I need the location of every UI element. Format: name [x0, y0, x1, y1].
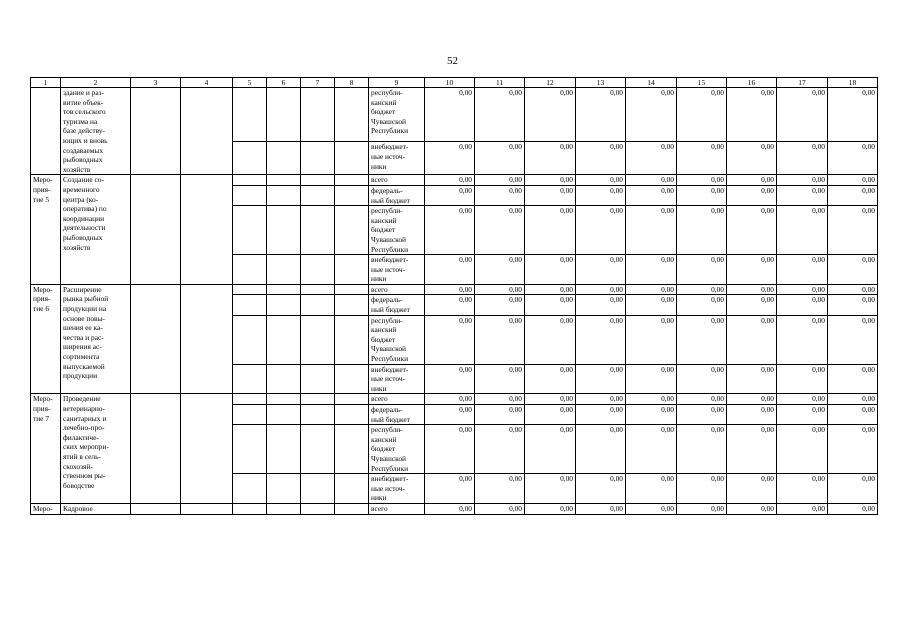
year-value: 0,00 — [525, 394, 576, 405]
extra-cell — [335, 394, 369, 405]
year-value: 0,00 — [475, 88, 525, 142]
vr-cell — [301, 474, 335, 504]
year-value: 0,00 — [677, 474, 727, 504]
cs-cell — [267, 364, 301, 394]
column-number: 9 — [369, 78, 425, 88]
year-value: 0,00 — [475, 142, 525, 175]
year-value: 0,00 — [475, 315, 525, 364]
vr-cell — [301, 394, 335, 405]
year-value: 0,00 — [525, 284, 576, 295]
year-value: 0,00 — [525, 364, 576, 394]
measure-description: Создание со- временного центра (ко- оператива) по координации деятельности рыбоводных хозяйств — [61, 175, 131, 285]
year-value: 0,00 — [525, 175, 576, 186]
column-number: 3 — [131, 78, 181, 88]
year-value: 0,00 — [475, 364, 525, 394]
gr-bs-cell — [181, 394, 233, 504]
measure-code: Меро- прия- тие 7 — [31, 394, 61, 504]
year-value: 0,00 — [677, 295, 727, 315]
column-number: 6 — [267, 78, 301, 88]
year-value: 0,00 — [576, 142, 626, 175]
year-value: 0,00 — [777, 284, 828, 295]
year-value: 0,00 — [677, 142, 727, 175]
year-value: 0,00 — [525, 405, 576, 425]
page-number: 52 — [447, 55, 458, 67]
year-value: 0,00 — [777, 405, 828, 425]
year-value: 0,00 — [525, 503, 576, 514]
year-value: 0,00 — [727, 142, 777, 175]
vr-cell — [301, 255, 335, 285]
column-number: 10 — [425, 78, 475, 88]
column-number: 2 — [61, 78, 131, 88]
year-value: 0,00 — [727, 394, 777, 405]
year-value: 0,00 — [576, 295, 626, 315]
year-value: 0,00 — [425, 425, 475, 474]
vr-cell — [301, 295, 335, 315]
year-value: 0,00 — [576, 206, 626, 255]
table-row — [31, 394, 878, 405]
year-value: 0,00 — [828, 175, 878, 186]
year-value: 0,00 — [626, 185, 677, 205]
measure-description: Проведение ветеринарно- санитарных и лечебно-про- филактиче- ских меропри- ятий в сель- скохозяй- ственном ры- боводстве — [61, 394, 131, 504]
extra-cell — [335, 425, 369, 474]
year-value: 0,00 — [677, 185, 727, 205]
cs-cell — [267, 503, 301, 514]
year-value: 0,00 — [525, 315, 576, 364]
measure-code: Меро- прия- тие 5 — [31, 175, 61, 285]
gr-bs-cell — [181, 284, 233, 394]
funding-source: всего — [369, 394, 425, 405]
executor-cell — [131, 284, 181, 394]
funding-source: всего — [369, 503, 425, 514]
funding-source: республи- канский бюджет Чувашской Республики — [369, 88, 425, 142]
gr-bs-cell — [181, 503, 233, 514]
funding-source: федераль- ный бюджет — [369, 185, 425, 205]
measure-code: Меро- — [31, 503, 61, 514]
year-value: 0,00 — [626, 364, 677, 394]
year-value: 0,00 — [626, 503, 677, 514]
gr-bs-cell — [181, 175, 233, 285]
year-value: 0,00 — [626, 405, 677, 425]
year-value: 0,00 — [576, 503, 626, 514]
year-value: 0,00 — [425, 142, 475, 175]
column-number: 18 — [828, 78, 878, 88]
table-row — [31, 88, 878, 142]
year-value: 0,00 — [576, 364, 626, 394]
year-value: 0,00 — [576, 315, 626, 364]
cs-cell — [267, 405, 301, 425]
year-value: 0,00 — [475, 474, 525, 504]
year-value: 0,00 — [727, 255, 777, 285]
year-value: 0,00 — [425, 255, 475, 285]
rz-pr-cell — [233, 255, 267, 285]
rz-pr-cell — [233, 394, 267, 405]
year-value: 0,00 — [828, 364, 878, 394]
year-value: 0,00 — [828, 284, 878, 295]
year-value: 0,00 — [828, 425, 878, 474]
year-value: 0,00 — [626, 255, 677, 285]
year-value: 0,00 — [828, 206, 878, 255]
year-value: 0,00 — [828, 88, 878, 142]
year-value: 0,00 — [777, 503, 828, 514]
year-value: 0,00 — [828, 185, 878, 205]
year-value: 0,00 — [677, 425, 727, 474]
year-value: 0,00 — [626, 175, 677, 186]
extra-cell — [335, 142, 369, 175]
rz-pr-cell — [233, 425, 267, 474]
year-value: 0,00 — [576, 175, 626, 186]
year-value: 0,00 — [727, 503, 777, 514]
vr-cell — [301, 425, 335, 474]
year-value: 0,00 — [677, 364, 727, 394]
column-number: 7 — [301, 78, 335, 88]
column-number: 12 — [525, 78, 576, 88]
extra-cell — [335, 295, 369, 315]
year-value: 0,00 — [727, 295, 777, 315]
cs-cell — [267, 284, 301, 295]
vr-cell — [301, 206, 335, 255]
year-value: 0,00 — [425, 185, 475, 205]
year-value: 0,00 — [525, 185, 576, 205]
extra-cell — [335, 503, 369, 514]
year-value: 0,00 — [576, 88, 626, 142]
year-value: 0,00 — [576, 474, 626, 504]
cs-cell — [267, 474, 301, 504]
rz-pr-cell — [233, 206, 267, 255]
table-row — [31, 503, 878, 514]
measure-code: Меро- прия- тие 6 — [31, 284, 61, 394]
year-value: 0,00 — [425, 405, 475, 425]
year-value: 0,00 — [828, 295, 878, 315]
year-value: 0,00 — [626, 425, 677, 474]
column-number: 14 — [626, 78, 677, 88]
year-value: 0,00 — [727, 206, 777, 255]
year-value: 0,00 — [576, 405, 626, 425]
cs-cell — [267, 394, 301, 405]
year-value: 0,00 — [425, 206, 475, 255]
column-number: 15 — [677, 78, 727, 88]
extra-cell — [335, 185, 369, 205]
cs-cell — [267, 206, 301, 255]
year-value: 0,00 — [727, 315, 777, 364]
year-value: 0,00 — [777, 175, 828, 186]
vr-cell — [301, 142, 335, 175]
year-value: 0,00 — [727, 185, 777, 205]
cs-cell — [267, 295, 301, 315]
year-value: 0,00 — [475, 425, 525, 474]
year-value: 0,00 — [576, 185, 626, 205]
column-number: 4 — [181, 78, 233, 88]
rz-pr-cell — [233, 284, 267, 295]
year-value: 0,00 — [828, 142, 878, 175]
year-value: 0,00 — [828, 394, 878, 405]
funding-source: республи- канский бюджет Чувашской Республики — [369, 206, 425, 255]
rz-pr-cell — [233, 88, 267, 142]
year-value: 0,00 — [777, 142, 828, 175]
rz-pr-cell — [233, 185, 267, 205]
vr-cell — [301, 175, 335, 186]
year-value: 0,00 — [425, 474, 475, 504]
measure-code — [31, 88, 61, 175]
cs-cell — [267, 88, 301, 142]
year-value: 0,00 — [777, 394, 828, 405]
year-value: 0,00 — [677, 206, 727, 255]
year-value: 0,00 — [425, 394, 475, 405]
year-value: 0,00 — [677, 405, 727, 425]
year-value: 0,00 — [576, 255, 626, 285]
year-value: 0,00 — [677, 503, 727, 514]
year-value: 0,00 — [677, 175, 727, 186]
year-value: 0,00 — [475, 405, 525, 425]
cs-cell — [267, 255, 301, 285]
column-number: 1 — [31, 78, 61, 88]
year-value: 0,00 — [777, 474, 828, 504]
year-value: 0,00 — [425, 503, 475, 514]
vr-cell — [301, 88, 335, 142]
year-value: 0,00 — [828, 474, 878, 504]
year-value: 0,00 — [727, 364, 777, 394]
year-value: 0,00 — [727, 284, 777, 295]
year-value: 0,00 — [525, 88, 576, 142]
rz-pr-cell — [233, 295, 267, 315]
year-value: 0,00 — [626, 315, 677, 364]
year-value: 0,00 — [425, 284, 475, 295]
year-value: 0,00 — [475, 175, 525, 186]
funding-source: внебюджет- ные источ- ники — [369, 142, 425, 175]
year-value: 0,00 — [828, 503, 878, 514]
cs-cell — [267, 175, 301, 186]
year-value: 0,00 — [525, 255, 576, 285]
year-value: 0,00 — [576, 394, 626, 405]
year-value: 0,00 — [828, 315, 878, 364]
vr-cell — [301, 405, 335, 425]
funding-source: внебюджет- ные источ- ники — [369, 474, 425, 504]
year-value: 0,00 — [626, 394, 677, 405]
year-value: 0,00 — [677, 255, 727, 285]
funding-source: внебюджет- ные источ- ники — [369, 255, 425, 285]
year-value: 0,00 — [626, 142, 677, 175]
rz-pr-cell — [233, 405, 267, 425]
extra-cell — [335, 315, 369, 364]
year-value: 0,00 — [727, 405, 777, 425]
extra-cell — [335, 175, 369, 186]
funding-source: федераль- ный бюджет — [369, 405, 425, 425]
column-number: 13 — [576, 78, 626, 88]
year-value: 0,00 — [626, 474, 677, 504]
vr-cell — [301, 185, 335, 205]
program-funding-table — [30, 77, 878, 515]
cs-cell — [267, 315, 301, 364]
year-value: 0,00 — [425, 315, 475, 364]
rz-pr-cell — [233, 503, 267, 514]
vr-cell — [301, 503, 335, 514]
rz-pr-cell — [233, 175, 267, 186]
year-value: 0,00 — [777, 295, 828, 315]
extra-cell — [335, 255, 369, 285]
year-value: 0,00 — [777, 88, 828, 142]
executor-cell — [131, 503, 181, 514]
year-value: 0,00 — [525, 206, 576, 255]
year-value: 0,00 — [677, 284, 727, 295]
extra-cell — [335, 206, 369, 255]
cs-cell — [267, 425, 301, 474]
column-number: 8 — [335, 78, 369, 88]
year-value: 0,00 — [475, 206, 525, 255]
year-value: 0,00 — [525, 425, 576, 474]
executor-cell — [131, 175, 181, 285]
year-value: 0,00 — [626, 206, 677, 255]
rz-pr-cell — [233, 315, 267, 364]
year-value: 0,00 — [828, 255, 878, 285]
year-value: 0,00 — [626, 284, 677, 295]
cs-cell — [267, 185, 301, 205]
year-value: 0,00 — [677, 88, 727, 142]
year-value: 0,00 — [677, 315, 727, 364]
executor-cell — [131, 88, 181, 175]
year-value: 0,00 — [727, 88, 777, 142]
year-value: 0,00 — [626, 295, 677, 315]
funding-source: федераль- ный бюджет — [369, 295, 425, 315]
year-value: 0,00 — [777, 255, 828, 285]
funding-source: внебюджет- ные источ- ники — [369, 364, 425, 394]
measure-description: Кадровое — [61, 503, 131, 514]
year-value: 0,00 — [475, 185, 525, 205]
year-value: 0,00 — [777, 315, 828, 364]
year-value: 0,00 — [425, 295, 475, 315]
year-value: 0,00 — [475, 255, 525, 285]
funding-source: республи- канский бюджет Чувашской Республики — [369, 315, 425, 364]
year-value: 0,00 — [525, 474, 576, 504]
year-value: 0,00 — [727, 425, 777, 474]
vr-cell — [301, 315, 335, 364]
year-value: 0,00 — [425, 175, 475, 186]
cs-cell — [267, 142, 301, 175]
extra-cell — [335, 364, 369, 394]
year-value: 0,00 — [425, 364, 475, 394]
measure-description: здание и раз- витие объек- тов сельского туризма на базе действу- ющих и вновь создаваемых рыбоводных хозяйств — [61, 88, 131, 175]
year-value: 0,00 — [475, 295, 525, 315]
year-value: 0,00 — [576, 284, 626, 295]
extra-cell — [335, 405, 369, 425]
rz-pr-cell — [233, 142, 267, 175]
year-value: 0,00 — [828, 405, 878, 425]
year-value: 0,00 — [475, 284, 525, 295]
funding-source: всего — [369, 175, 425, 186]
rz-pr-cell — [233, 364, 267, 394]
year-value: 0,00 — [777, 185, 828, 205]
year-value: 0,00 — [475, 394, 525, 405]
funding-source: республи- канский бюджет Чувашской Республики — [369, 425, 425, 474]
year-value: 0,00 — [727, 175, 777, 186]
gr-bs-cell — [181, 88, 233, 175]
column-number: 16 — [727, 78, 777, 88]
executor-cell — [131, 394, 181, 504]
column-number-row — [31, 78, 878, 88]
extra-cell — [335, 284, 369, 295]
measure-description: Расширение рынка рыбной продукции на основе повы- шения ее ка- чества и рас- ширения ас- сортимента выпускаемой продукции — [61, 284, 131, 394]
year-value: 0,00 — [475, 503, 525, 514]
year-value: 0,00 — [777, 206, 828, 255]
vr-cell — [301, 284, 335, 295]
extra-cell — [335, 88, 369, 142]
vr-cell — [301, 364, 335, 394]
year-value: 0,00 — [576, 425, 626, 474]
table-row — [31, 175, 878, 186]
extra-cell — [335, 474, 369, 504]
year-value: 0,00 — [626, 88, 677, 142]
column-number: 5 — [233, 78, 267, 88]
year-value: 0,00 — [727, 474, 777, 504]
year-value: 0,00 — [425, 88, 475, 142]
year-value: 0,00 — [525, 142, 576, 175]
column-number: 17 — [777, 78, 828, 88]
year-value: 0,00 — [777, 364, 828, 394]
year-value: 0,00 — [525, 295, 576, 315]
year-value: 0,00 — [777, 425, 828, 474]
table-row — [31, 284, 878, 295]
column-number: 11 — [475, 78, 525, 88]
year-value: 0,00 — [677, 394, 727, 405]
funding-source: всего — [369, 284, 425, 295]
rz-pr-cell — [233, 474, 267, 504]
